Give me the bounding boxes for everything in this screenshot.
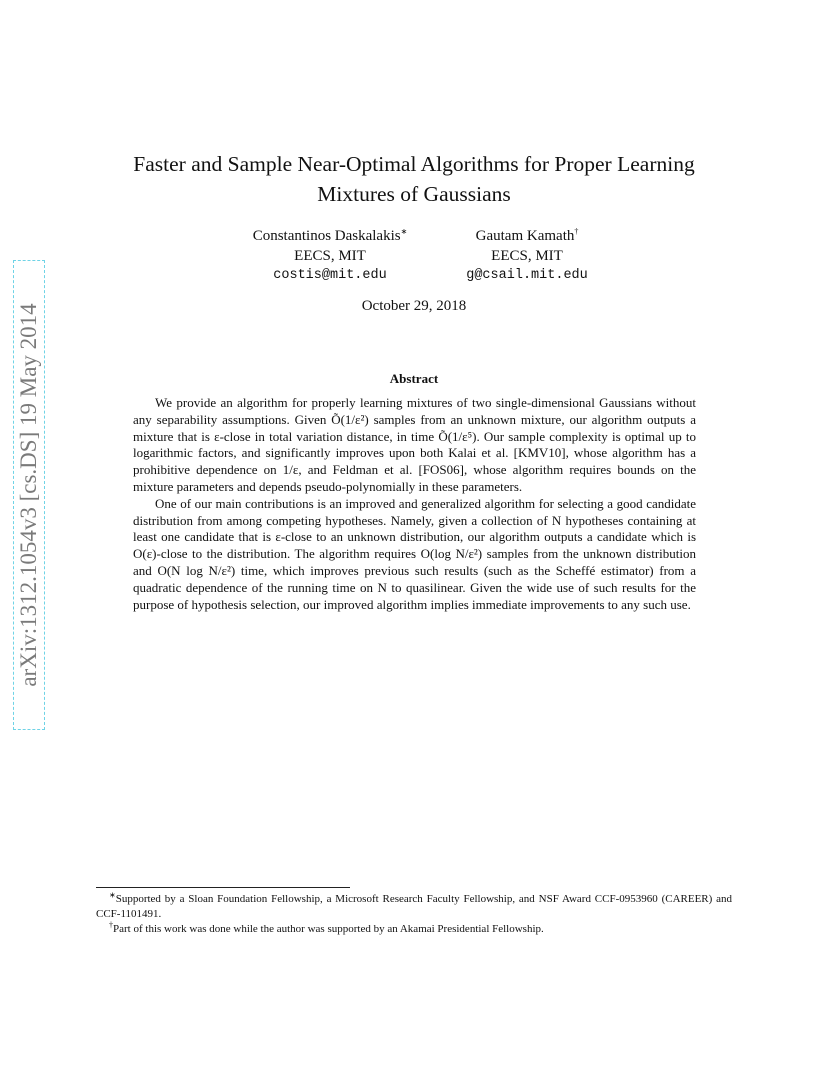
arxiv-identifier: arXiv:1312.1054v3 [cs.DS] 19 May 2014 <box>16 303 41 687</box>
footnote-mark: ∗ <box>109 890 116 900</box>
footnote-1 <box>96 892 732 922</box>
footnote-text: Supported by a Sloan Foundation Fellowship, a Microsoft Research Faculty Fellowship, and NSF Award CCF-0953960 (CAREER) and CCF-1101491. <box>96 893 732 920</box>
footnote-text: Part of this work was done while the author was supported by an Akamai Presidential Fellowship. <box>113 923 544 935</box>
footnotes <box>96 892 732 937</box>
author-affiliation: EECS, MIT <box>491 248 563 264</box>
footnote-mark: † <box>109 920 113 930</box>
author-affiliation: EECS, MIT <box>294 248 366 264</box>
paper-title <box>90 149 738 209</box>
footnote-mark: † <box>574 227 579 236</box>
abstract-paragraph-2: One of our main contributions is an improved and generalized algorithm for selecting a good candidate distribution from among competing hypotheses. Namely, given a collection of N hypotheses containing at least one candidate that is ε-close to an unknown distribution, our algorithm outputs a candidate which is O(ε)-close to the distribution. The algorithm requires O(log N/ε²) samples from the unknown distribution and O(N log N/ε²) time, which improves previous such results (such as the Scheffé estimator) from a quadratic dependence of the running time on N to quasilinear. Given the wide use of such results for the purpose of hypothesis selection, our improved algorithm implies immediate improvements to any such use. <box>133 495 696 612</box>
author-block-1 <box>230 226 430 286</box>
footnote-divider <box>96 887 350 888</box>
abstract-paragraph-1: We provide an algorithm for properly learning mixtures of two single-dimensional Gaussians without any separability assumptions. Given Õ(1/ε²) samples from an unknown mixture, our algorithm outputs a mixture that is ε-close in total variation distance, in time Õ(1/ε⁵). Our sample complexity is optimal up to logarithmic factors, and significantly improves upon both Kalai et al. [KMV10], whose algorithm has a prohibitive dependence on 1/ε, and Feldman et al. [FOS06], whose algorithm requires bounds on the mixture parameters and depends pseudo-polynomially in these parameters. <box>133 395 696 494</box>
abstract-body <box>133 395 696 613</box>
arxiv-side-stamp <box>13 260 45 730</box>
author-email[interactable]: costis@mit.edu <box>273 268 387 283</box>
footnote-2 <box>96 922 732 937</box>
author-name: Constantinos Daskalakis <box>252 228 401 244</box>
author-email[interactable]: g@csail.mit.edu <box>466 268 588 283</box>
title-line-2: Mixtures of Gaussians <box>317 182 511 206</box>
author-name: Gautam Kamath <box>475 228 575 244</box>
abstract-heading: Abstract <box>389 371 439 386</box>
paper-date: October 29, 2018 <box>361 298 467 314</box>
author-block-2 <box>442 226 612 286</box>
footnote-mark: ∗ <box>400 227 408 236</box>
title-line-1: Faster and Sample Near-Optimal Algorithms for Proper Learning <box>133 152 695 176</box>
